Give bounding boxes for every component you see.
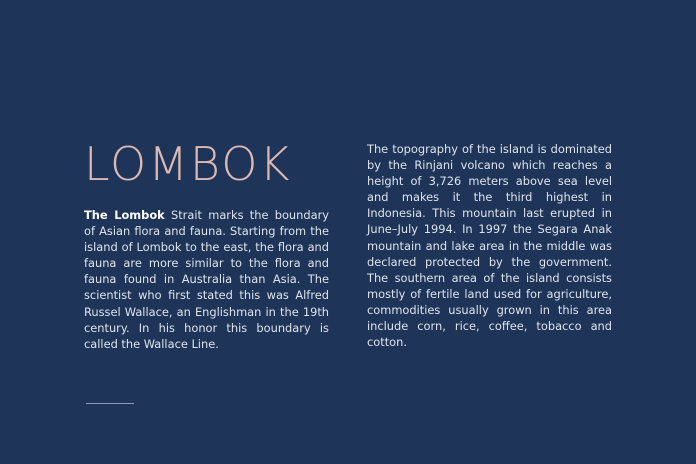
left-text-column	[84, 207, 329, 352]
decorative-divider	[86, 403, 134, 404]
lead-text: The Lombok	[84, 208, 165, 222]
page-title: LOMBOK	[84, 137, 292, 191]
right-body-text: The topography of the island is dominated by the Rinjani volcano which reaches a height of 3,726 meters above sea level and makes it the third highest in Indonesia. This mountain last erupted in June–July 1994. In 1997 the Segara Anak mountain and lake area in the middle was declared protected by the government. The southern area of the island consists mostly of fertile land used for agriculture, commodities usually grown in this area include corn, rice, coffee, tobacco and cotton.	[367, 142, 612, 350]
left-body-text: Strait marks the boundary of Asian flora and fauna. Starting from the island of Lombok to the east, the flora and fauna are more similar to the flora and fauna found in Australia than Asia. The scientist who first stated this was Alfred Russel Wallace, an Englishman in the 19th century. In his honor this boundary is called the Wallace Line.	[84, 208, 329, 351]
right-text-column	[367, 141, 612, 350]
